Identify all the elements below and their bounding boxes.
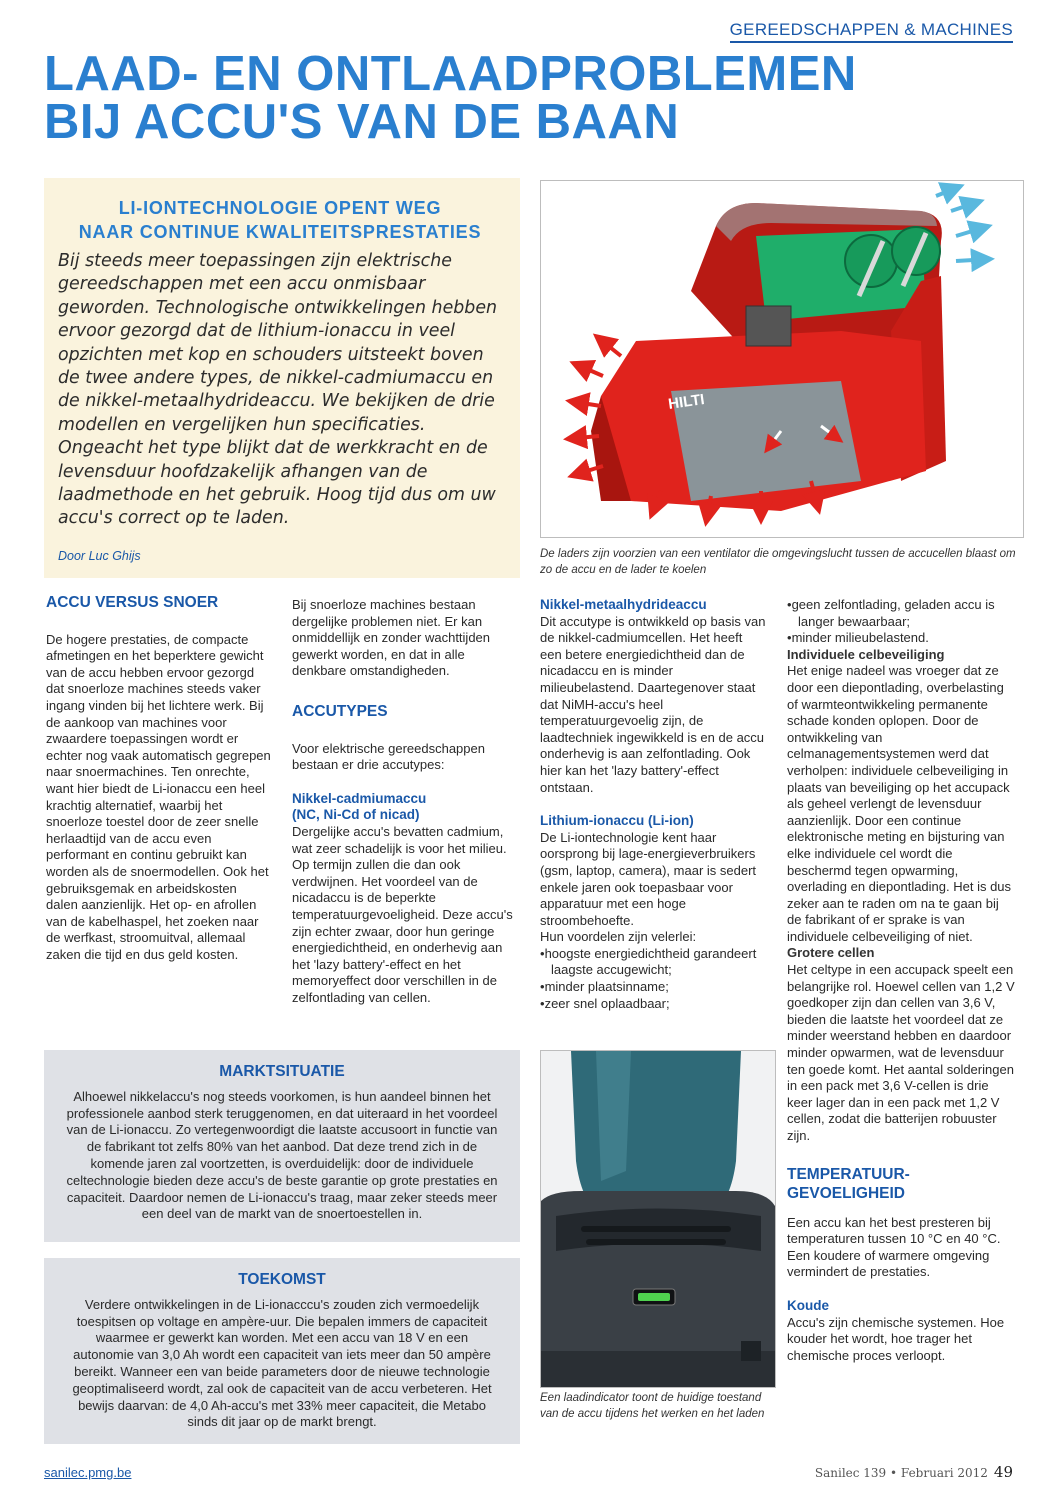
col3-paragraph-3: Hun voordelen zijn velerlei: bbox=[540, 929, 697, 945]
section-tag: GEREEDSCHAPPEN & MACHINES bbox=[730, 20, 1013, 43]
col3-paragraph-2: De Li-iontechnologie kent haar oorsprong bij lage-energieverbruikers (gsm, laptop, camera), maar is sedert enkele jaren ook toepasbaar voor apparatuur met een hoge stroombehoefte. bbox=[540, 829, 757, 928]
battery-connector bbox=[746, 306, 791, 346]
article-title bbox=[44, 47, 1024, 149]
col2-paragraph-3: Dergelijke accu's bevatten cadmium, wat zeer schadelijk is voor het milieu. Op termijn zullen die dan ook verdwijnen. Het voordeel van de nicadaccu is de beperkte temperatuurgevoeligheid. Deze accu's zijn echter zwaar, door hun geringe energiedichtheid, en onderhevig aan het 'lazy battery'-effect en het memoryeffect door verschillen in de zelfontlading van cellen. bbox=[292, 823, 513, 1005]
heading-temp-line-2: GEVOELIGHEID bbox=[787, 1184, 905, 1202]
toekomst-title: TOEKOMST bbox=[238, 1271, 326, 1288]
list-item: • minder milieubelastend. bbox=[787, 630, 1015, 647]
subheading-celbeveiliging: Individuele celbeveiliging bbox=[787, 646, 945, 662]
list-item: • geen zelfontlading, geladen accu is langer bewaarbaar; bbox=[787, 597, 1015, 630]
charger-cutaway-graphic bbox=[541, 181, 1023, 537]
marktsituatie-title: MARKTSITUATIE bbox=[219, 1063, 345, 1080]
title-line-1: LAAD- EN ONTLAADPROBLEMEN bbox=[44, 47, 857, 101]
list-item: • zeer snel oplaadbaar; bbox=[540, 996, 766, 1013]
subheading-li-ion: Lithium-ionaccu (Li-ion) bbox=[540, 813, 694, 829]
battery-indicator-graphic bbox=[541, 1051, 775, 1387]
col3-paragraph-1: Dit accutype is ontwikkeld op basis van de nikkel-cadmiumcellen. Het heeft een betere energiedichtheid dan de nicadaccu en is minder milieubelastend. Daartegenover staat dat NiMH-accu's heel temperatuurgevoelig zijn, de laadtechniek ingewikkeld is en de accu onderhevig is aan zelfontlading. Ook hier kan het 'lazy battery'-effect ontstaan. bbox=[540, 613, 766, 795]
toekomst-box bbox=[44, 1258, 520, 1444]
intro-box bbox=[44, 178, 520, 578]
column-2 bbox=[292, 597, 520, 1006]
subheading-nimh: Nikkel-metaalhydrideaccu bbox=[540, 597, 707, 612]
intro-subtitle bbox=[58, 196, 502, 244]
page-number: 49 bbox=[993, 1463, 1013, 1481]
col2-paragraph-2: Voor elektrische gereedschappen bestaan er drie accutypes: bbox=[292, 740, 485, 773]
col4-paragraph-3: Een accu kan het best presteren bij temperaturen tussen 10 °C en 40 °C. Een koudere of warmere omgeving vermindert de prestaties. bbox=[787, 1214, 1001, 1280]
col4-paragraph-1: Het enige nadeel was vroeger dat ze door een diepontlading, overbelasting of warmteontwikkeling permanente schade konden oplopen. Door de ontwikkeling van celmanagementsystemen werd dat verholpen: individuele celbeveiliging in plaats van beveiliging op het accupack als geheel verlengt de levensduur aanzienlijk. Door een continue elektronische meting en bijsturing van elke individuele cel wordt die beschermd tegen opwarming, overlading en diepontlading. Het is dus zeker aan te raden om na te gaan bij de fabrikant of er sprake is van individuele celbeveiliging of niet. bbox=[787, 663, 1012, 944]
charge-level-bar bbox=[638, 1293, 670, 1301]
subheading-grotere-cellen: Grotere cellen bbox=[787, 945, 875, 961]
subheading-nicad-line-2: (NC, Ni-Cd of nicad) bbox=[292, 807, 420, 823]
subheading-nicad-line-1: Nikkel-cadmiumaccu bbox=[292, 790, 427, 806]
heading-accu-versus-snoer: ACCU VERSUS SNOER bbox=[46, 594, 219, 611]
advantages-list-1 bbox=[540, 946, 766, 1012]
heading-temperatuurgevoeligheid bbox=[787, 1165, 1015, 1203]
brand-label: HILTI bbox=[667, 391, 706, 413]
list-item: • minder plaatsinname; bbox=[540, 979, 766, 996]
toekomst-text: Verdere ontwikkelingen in de Li-ionacccu's zouden zich vermoedelijk toespitsen op voltage en ampère-uur. Die bepalen immers de capaciteit waarmee er gewerkt kan worden. Met een accu van 18 V en een autonomie van 3,0 Ah wordt een capaciteit van iets meer dan 50 ampère bereikt. Wanneer een van beide parameters door de nieuwe technologie geoptimaliseerd wordt, zal ook de capaciteit van de accu verbeteren. Het bewijs daarvan: de 4,0 Ah-accu's met 33% meer capaciteit, die Metabo sinds dit jaar op de markt brengt. bbox=[72, 1296, 492, 1430]
column-4 bbox=[787, 597, 1015, 1364]
lead-paragraph: Bij steeds meer toepassingen zijn elektrische gereedschappen met een accu onmisbaar geworden. Technologische ontwikkelingen hebben ervoor gezorgd dat de lithium-ionaccu in veel opzichten met kop en schouders uitsteekt boven de twee andere types, de nikkel-cadmiumaccu en de nikkel-metaalhydrideaccu. We bekijken de drie modellen en vergelijken hun specificaties. Ongeacht het type blijkt dat de werkkracht en de levensduur hoofdzakelijk afhangen van de laadmethode en het gebruik. Hoog tijd dus om uw accu's correct op te laden. bbox=[58, 251, 498, 529]
subheading-koude: Koude bbox=[787, 1297, 829, 1313]
heading-temp-line-1: TEMPERATUUR- bbox=[787, 1165, 910, 1183]
intro-subtitle-line-1: LI-IONTECHNOLOGIE OPENT WEG bbox=[118, 198, 442, 218]
fan-left bbox=[845, 235, 897, 287]
marktsituatie-text: Alhoewel nikkelaccu's nog steeds voorkomen, is hun aandeel binnen het professionele aanbod sterk teruggenomen, en dat uiteraard in het voordeel van de Li-ionaccu. Zo vertegenwoordigt die laatste accusoort in functie van de fabrikant tot zelfs 80% van het aanbod. Dat deze trend zich in de komende jaren zal voortzetten, is overduidelijk: door de individuele celtechnologie bieden deze accu's de beste garantie op grote prestaties en capaciteit. Daardoor nemen de Li-ionaccu's traag, maar zeker steeds meer een deel van de markt van de snoertoestellen in. bbox=[66, 1088, 498, 1222]
figure2-caption: Een laadindicator toont de huidige toestand van de accu tijdens het werken en het laden bbox=[540, 1392, 765, 1420]
footer-issue-text: Sanilec 139 • Februari 2012 bbox=[814, 1466, 988, 1480]
battery-indicator-photo bbox=[540, 1050, 776, 1388]
subheading-nicad bbox=[292, 791, 520, 824]
footer-issue bbox=[815, 1463, 1013, 1481]
col2-paragraph-1: Bij snoerloze machines bestaan dergelijke problemen niet. Er kan onmiddellijk en zonder wachttijden gewerkt worden, en dat in alle denkbare omstandigheden. bbox=[292, 597, 491, 679]
charger-illustration bbox=[540, 180, 1024, 538]
title-line-2: BIJ ACCU'S VAN DE BAAN bbox=[44, 95, 680, 149]
marktsituatie-box bbox=[44, 1050, 520, 1242]
column-1 bbox=[46, 595, 272, 963]
col4-paragraph-2: Het celtype in een accupack speelt een belangrijke rol. Hoewel cellen van 1,2 V goedkoper zijn dan cellen van 3,6 V, bieden die laatste het voordeel dat ze minder weerstand hebben en daardoor minder opwarmen, wat de levensduur ten goede komt. Het aantal solderingen in een pack met 3,6 V-cellen is drie keer lager dan in een pack met 1,2 V cellen, zodat die batterijen robuuster zijn. bbox=[787, 962, 1015, 1143]
advantages-list-2 bbox=[787, 597, 1015, 647]
col1-paragraph: De hogere prestaties, de compacte afmetingen en het beperktere gewicht van de accu hebben ervoor gezorgd dat snoerloze machines steeds vaker ingang vinden bij het lichtere werk. Bij de aankoop van machines voor zwaardere toepassingen wordt er echter nog vaak automatisch gegrepen naar snoermachines. Ten onrechte, want hier biedt de Li-ionaccu een heel krachtig alternatief, waarbij het snoerloze toestel door de zeer snelle herlaadtijd van de accu even performant en continu gebruikt kan worden als de snoermodellen. Ook het gebruiksgemak en arbeidskosten dalen aanzienlijk. Het op- en afrollen van de kabelhaspel, het zoeken naar de werfkast, stroomuitval, allemaal zaken die tijd en dus geld kosten. bbox=[46, 631, 271, 962]
figure1-caption: De laders zijn voorzien van een ventilator die omgevingslucht tussen de accucellen blaast om zo de accu en de lader te koelen bbox=[540, 548, 1016, 576]
col4-paragraph-4: Accu's zijn chemische systemen. Hoe kouder het wordt, hoe trager het chemische proces verloopt. bbox=[787, 1314, 1005, 1363]
intro-subtitle-line-2: NAAR CONTINUE KWALITEITSPRESTATIES bbox=[78, 222, 482, 242]
column-3 bbox=[540, 597, 766, 1012]
heading-accutypes: ACCUTYPES bbox=[292, 702, 388, 720]
list-item: • hoogste energiedichtheid garandeert laagste accugewicht; bbox=[540, 946, 766, 979]
byline: Door Luc Ghijs bbox=[58, 548, 141, 563]
footer-website-link[interactable]: sanilec.pmg.be bbox=[44, 1465, 132, 1480]
